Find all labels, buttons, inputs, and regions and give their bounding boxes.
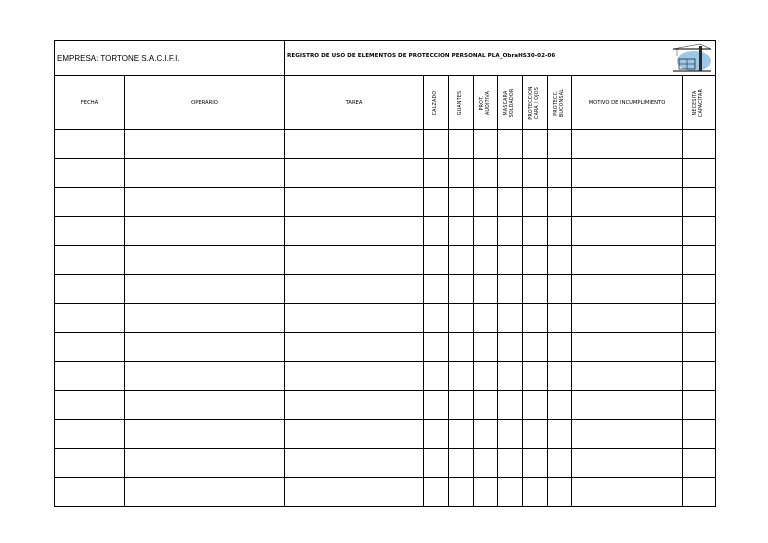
cell-calzado[interactable] (424, 420, 449, 449)
cell-prot-auditiva[interactable] (474, 159, 498, 188)
cell-proteccion-cara-ojos[interactable] (523, 333, 548, 362)
cell-necesita-capacitar[interactable] (683, 391, 716, 420)
form-title: REGISTRO DE USO DE ELEMENTOS DE PROTECCION PERSONAL PLA_ObraHS30-02-06 (287, 53, 556, 59)
cell-protecc-buconsal[interactable] (548, 420, 572, 449)
table-row (55, 362, 716, 391)
cell-necesita-capacitar[interactable] (683, 217, 716, 246)
cell-protecc-buconsal[interactable] (548, 362, 572, 391)
cell-mascara-soldador[interactable] (498, 246, 523, 275)
cell-mascara-soldador[interactable] (498, 449, 523, 478)
cell-protecc-buconsal[interactable] (548, 449, 572, 478)
cell-proteccion-cara-ojos[interactable] (523, 420, 548, 449)
cell-motivo[interactable] (572, 304, 683, 333)
cell-mascara-soldador[interactable] (498, 420, 523, 449)
form-table (54, 40, 716, 507)
cell-protecc-buconsal[interactable] (548, 159, 572, 188)
cell-prot-auditiva[interactable] (474, 449, 498, 478)
table-row (55, 391, 716, 420)
cell-necesita-capacitar[interactable] (683, 333, 716, 362)
cell-motivo[interactable] (572, 188, 683, 217)
column-header-motivo: MOTIVO DE INCUMPLIMIENTO (572, 76, 683, 130)
cell-proteccion-cara-ojos[interactable] (523, 304, 548, 333)
cell-necesita-capacitar[interactable] (683, 246, 716, 275)
cell-proteccion-cara-ojos[interactable] (523, 130, 548, 159)
cell-calzado[interactable] (424, 391, 449, 420)
column-header-necesita-capacitar-label: NECESITA CAPACITAR (693, 88, 704, 117)
cell-proteccion-cara-ojos[interactable] (523, 246, 548, 275)
cell-prot-auditiva[interactable] (474, 333, 498, 362)
column-header-prot-auditiva (474, 76, 498, 130)
cell-calzado[interactable] (424, 275, 449, 304)
cell-necesita-capacitar[interactable] (683, 130, 716, 159)
column-header-guantes-label: GUANTES (458, 90, 463, 115)
cell-operario[interactable] (125, 333, 285, 362)
column-header-tarea: TAREA (285, 76, 424, 130)
cell-tarea[interactable] (285, 362, 424, 391)
table-row (55, 420, 716, 449)
cell-motivo[interactable] (572, 420, 683, 449)
cell-fecha[interactable] (55, 333, 125, 362)
cell-protecc-buconsal[interactable] (548, 391, 572, 420)
cell-tarea[interactable] (285, 478, 424, 507)
title-cell (285, 41, 716, 76)
cell-operario[interactable] (125, 188, 285, 217)
cell-guantes[interactable] (449, 130, 474, 159)
cell-proteccion-cara-ojos[interactable] (523, 391, 548, 420)
cell-proteccion-cara-ojos[interactable] (523, 188, 548, 217)
table-row (55, 304, 716, 333)
cell-guantes[interactable] (449, 246, 474, 275)
cell-prot-auditiva[interactable] (474, 304, 498, 333)
cell-operario[interactable] (125, 362, 285, 391)
cell-fecha[interactable] (55, 159, 125, 188)
cell-protecc-buconsal[interactable] (548, 275, 572, 304)
column-header-row (55, 76, 716, 130)
cell-prot-auditiva[interactable] (474, 478, 498, 507)
cell-proteccion-cara-ojos[interactable] (523, 478, 548, 507)
table-row (55, 275, 716, 304)
cell-necesita-capacitar[interactable] (683, 420, 716, 449)
cell-operario[interactable] (125, 449, 285, 478)
cell-calzado[interactable] (424, 478, 449, 507)
cell-guantes[interactable] (449, 188, 474, 217)
table-row (55, 246, 716, 275)
cell-necesita-capacitar[interactable] (683, 159, 716, 188)
cell-prot-auditiva[interactable] (474, 362, 498, 391)
cell-necesita-capacitar[interactable] (683, 188, 716, 217)
cell-tarea[interactable] (285, 188, 424, 217)
table-row (55, 333, 716, 362)
cell-protecc-buconsal[interactable] (548, 130, 572, 159)
title-row (55, 41, 716, 76)
column-header-operario: OPERARIO (125, 76, 285, 130)
cell-operario[interactable] (125, 217, 285, 246)
cell-motivo[interactable] (572, 217, 683, 246)
cell-operario[interactable] (125, 420, 285, 449)
cell-calzado[interactable] (424, 159, 449, 188)
cell-protecc-buconsal[interactable] (548, 217, 572, 246)
column-header-protecc-buconsal (548, 76, 572, 130)
cell-proteccion-cara-ojos[interactable] (523, 275, 548, 304)
cell-fecha[interactable] (55, 478, 125, 507)
cell-fecha[interactable] (55, 304, 125, 333)
cell-tarea[interactable] (285, 246, 424, 275)
cell-fecha[interactable] (55, 246, 125, 275)
cell-calzado[interactable] (424, 304, 449, 333)
cell-proteccion-cara-ojos[interactable] (523, 217, 548, 246)
cell-tarea[interactable] (285, 420, 424, 449)
table-row (55, 217, 716, 246)
cell-prot-auditiva[interactable] (474, 246, 498, 275)
cell-necesita-capacitar[interactable] (683, 362, 716, 391)
cell-guantes[interactable] (449, 217, 474, 246)
cell-prot-auditiva[interactable] (474, 188, 498, 217)
cell-necesita-capacitar[interactable] (683, 449, 716, 478)
cell-operario[interactable] (125, 304, 285, 333)
table-row (55, 449, 716, 478)
cell-calzado[interactable] (424, 217, 449, 246)
cell-operario[interactable] (125, 478, 285, 507)
column-header-mascara-soldador (498, 76, 523, 130)
cell-mascara-soldador[interactable] (498, 391, 523, 420)
cell-prot-auditiva[interactable] (474, 130, 498, 159)
column-header-guantes (449, 76, 474, 130)
cell-necesita-capacitar[interactable] (683, 478, 716, 507)
cell-protecc-buconsal[interactable] (548, 188, 572, 217)
column-header-fecha: FECHA (55, 76, 125, 130)
cell-calzado[interactable] (424, 362, 449, 391)
cell-necesita-capacitar[interactable] (683, 275, 716, 304)
cell-guantes[interactable] (449, 420, 474, 449)
cell-operario[interactable] (125, 130, 285, 159)
cell-tarea[interactable] (285, 217, 424, 246)
cell-guantes[interactable] (449, 333, 474, 362)
column-header-necesita-capacitar (683, 76, 716, 130)
cell-protecc-buconsal[interactable] (548, 333, 572, 362)
cell-tarea[interactable] (285, 449, 424, 478)
cell-proteccion-cara-ojos[interactable] (523, 362, 548, 391)
cell-mascara-soldador[interactable] (498, 304, 523, 333)
cell-motivo[interactable] (572, 159, 683, 188)
cell-guantes[interactable] (449, 275, 474, 304)
cell-motivo[interactable] (572, 333, 683, 362)
cell-fecha[interactable] (55, 449, 125, 478)
column-header-calzado (424, 76, 449, 130)
cell-motivo[interactable] (572, 449, 683, 478)
cell-mascara-soldador[interactable] (498, 275, 523, 304)
cell-fecha[interactable] (55, 188, 125, 217)
cell-motivo[interactable] (572, 130, 683, 159)
cell-mascara-soldador[interactable] (498, 478, 523, 507)
cell-prot-auditiva[interactable] (474, 217, 498, 246)
cell-operario[interactable] (125, 246, 285, 275)
cell-prot-auditiva[interactable] (474, 391, 498, 420)
construction-crane-icon (669, 43, 713, 73)
cell-motivo[interactable] (572, 275, 683, 304)
cell-fecha[interactable] (55, 275, 125, 304)
cell-prot-auditiva[interactable] (474, 275, 498, 304)
cell-operario[interactable] (125, 391, 285, 420)
cell-motivo[interactable] (572, 246, 683, 275)
table-row (55, 130, 716, 159)
cell-tarea[interactable] (285, 304, 424, 333)
cell-mascara-soldador[interactable] (498, 362, 523, 391)
column-header-prot-auditiva-label: PROT. AUDITIVA (479, 90, 491, 115)
cell-guantes[interactable] (449, 362, 474, 391)
cell-mascara-soldador[interactable] (498, 333, 523, 362)
cell-guantes[interactable] (449, 478, 474, 507)
column-header-calzado-label: CALZADO (433, 90, 438, 115)
cell-tarea[interactable] (285, 333, 424, 362)
cell-fecha[interactable] (55, 391, 125, 420)
cell-protecc-buconsal[interactable] (548, 478, 572, 507)
column-header-proteccion-cara-ojos (523, 76, 548, 130)
cell-mascara-soldador[interactable] (498, 130, 523, 159)
cell-calzado[interactable] (424, 246, 449, 275)
cell-motivo[interactable] (572, 391, 683, 420)
cell-calzado[interactable] (424, 188, 449, 217)
cell-tarea[interactable] (285, 391, 424, 420)
cell-fecha[interactable] (55, 217, 125, 246)
cell-calzado[interactable] (424, 449, 449, 478)
cell-calzado[interactable] (424, 333, 449, 362)
cell-fecha[interactable] (55, 362, 125, 391)
cell-operario[interactable] (125, 159, 285, 188)
table-row (55, 159, 716, 188)
cell-guantes[interactable] (449, 159, 474, 188)
column-header-proteccion-cara-ojos-label: PROTECCION CARA / OJOS (529, 85, 540, 120)
cell-tarea[interactable] (285, 130, 424, 159)
ppe-usage-form (54, 40, 715, 504)
cell-necesita-capacitar[interactable] (683, 304, 716, 333)
cell-mascara-soldador[interactable] (498, 188, 523, 217)
cell-motivo[interactable] (572, 362, 683, 391)
cell-fecha[interactable] (55, 130, 125, 159)
table-row (55, 478, 716, 507)
cell-guantes[interactable] (449, 304, 474, 333)
cell-fecha[interactable] (55, 420, 125, 449)
cell-tarea[interactable] (285, 275, 424, 304)
cell-prot-auditiva[interactable] (474, 420, 498, 449)
company-name: EMPRESA: TORTONE S.A.C.I.F.I. (55, 41, 285, 76)
cell-mascara-soldador[interactable] (498, 159, 523, 188)
cell-mascara-soldador[interactable] (498, 217, 523, 246)
cell-guantes[interactable] (449, 449, 474, 478)
cell-protecc-buconsal[interactable] (548, 246, 572, 275)
cell-guantes[interactable] (449, 391, 474, 420)
column-header-mascara-soldador-label: MASCARA SOLDADOR (504, 88, 515, 117)
cell-calzado[interactable] (424, 130, 449, 159)
cell-protecc-buconsal[interactable] (548, 304, 572, 333)
cell-proteccion-cara-ojos[interactable] (523, 159, 548, 188)
cell-motivo[interactable] (572, 478, 683, 507)
cell-proteccion-cara-ojos[interactable] (523, 449, 548, 478)
cell-tarea[interactable] (285, 159, 424, 188)
column-header-protecc-buconsal-label: PROTECC. BUCONSAL (553, 88, 565, 117)
table-row (55, 188, 716, 217)
cell-operario[interactable] (125, 275, 285, 304)
